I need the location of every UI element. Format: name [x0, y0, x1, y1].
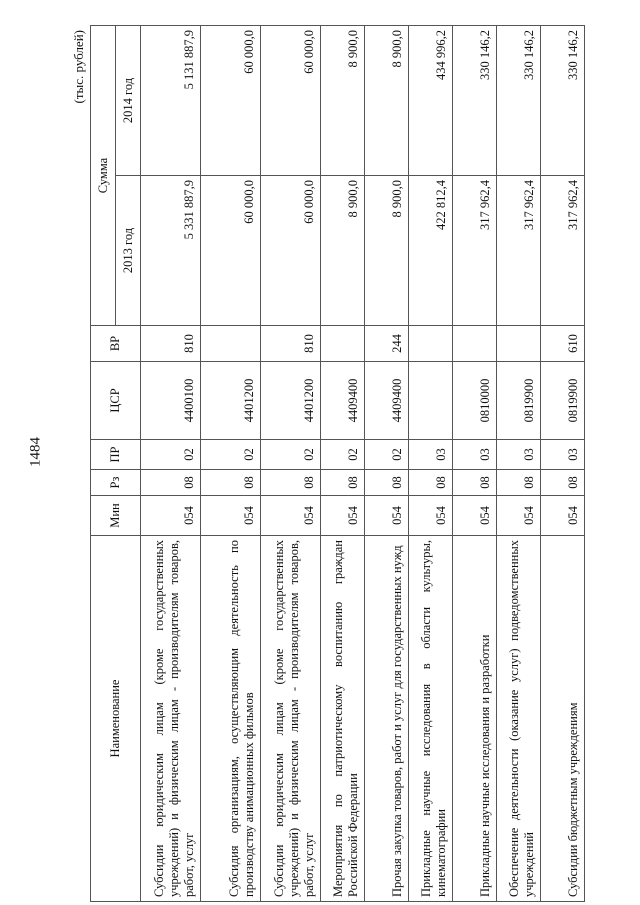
row-rz: 08 [541, 470, 585, 496]
budget-table [90, 25, 585, 902]
row-min: 054 [141, 496, 201, 536]
row-min: 054 [365, 496, 409, 536]
table-body [141, 26, 585, 902]
row-sum-2014: 330 146,2 [497, 26, 541, 176]
row-name: Прочая закупка товаров, работ и услуг для государственных нужд [365, 536, 409, 902]
row-sum-2013: 60 000,0 [201, 176, 261, 326]
row-csr: 4409400 [365, 362, 409, 440]
row-sum-2014: 330 146,2 [453, 26, 497, 176]
row-vr: 810 [261, 326, 321, 362]
row-csr: 4401200 [201, 362, 261, 440]
row-min: 054 [201, 496, 261, 536]
row-sum-2013: 317 962,4 [541, 176, 585, 326]
row-pr: 03 [453, 440, 497, 470]
row-pr: 02 [365, 440, 409, 470]
row-name: Субсидии бюджетным учреждениям [541, 536, 585, 902]
row-min: 054 [321, 496, 365, 536]
header-rz: Рз [91, 470, 141, 496]
row-rz: 08 [453, 470, 497, 496]
table-header [91, 26, 141, 902]
header-vr: ВР [91, 326, 141, 362]
row-sum-2014: 5 131 887,9 [141, 26, 201, 176]
row-csr [409, 362, 453, 440]
row-sum-2013: 8 900,0 [321, 176, 365, 326]
row-sum-2013: 5 331 887,9 [141, 176, 201, 326]
row-rz: 08 [261, 470, 321, 496]
page-number: 1484 [27, 437, 44, 467]
unit-note: (тыс. рублей) [71, 30, 86, 104]
table-row [141, 26, 201, 902]
table-row [541, 26, 585, 902]
row-sum-2013: 8 900,0 [365, 176, 409, 326]
row-sum-2014: 60 000,0 [261, 26, 321, 176]
row-min: 054 [409, 496, 453, 536]
row-name: Субсидии юридическим лицам (кроме государственных учреждений) и физическим лицам - производителям товаров, работ, услуг [141, 536, 201, 902]
row-csr: 0819900 [497, 362, 541, 440]
row-rz: 08 [201, 470, 261, 496]
row-pr: 03 [409, 440, 453, 470]
row-csr: 4401200 [261, 362, 321, 440]
header-csr: ЦСР [91, 362, 141, 440]
row-rz: 08 [409, 470, 453, 496]
row-name: Прикладные научные исследования в области культуры, кинематографии [409, 536, 453, 902]
table-row [261, 26, 321, 902]
table-row [409, 26, 453, 902]
row-sum-2013: 317 962,4 [497, 176, 541, 326]
rotated-content [68, 26, 580, 902]
row-name: Мероприятия по патриотическому воспитанию граждан Российской Федерации [321, 536, 365, 902]
row-vr [453, 326, 497, 362]
row-vr: 244 [365, 326, 409, 362]
row-vr [497, 326, 541, 362]
row-csr: 4400100 [141, 362, 201, 440]
header-min: Мин [91, 496, 141, 536]
row-pr: 02 [201, 440, 261, 470]
row-rz: 08 [497, 470, 541, 496]
row-sum-2013: 60 000,0 [261, 176, 321, 326]
row-vr [409, 326, 453, 362]
row-sum-2014: 60 000,0 [201, 26, 261, 176]
row-sum-2013: 317 962,4 [453, 176, 497, 326]
row-sum-2014: 434 996,2 [409, 26, 453, 176]
row-csr: 4409400 [321, 362, 365, 440]
row-pr: 02 [321, 440, 365, 470]
table-row [497, 26, 541, 902]
row-pr: 02 [261, 440, 321, 470]
row-pr: 02 [141, 440, 201, 470]
row-name: Субсидия организациям, осуществляющим деятельность по производству анимационных фильмов [201, 536, 261, 902]
header-sum: Сумма [91, 26, 116, 326]
row-rz: 08 [141, 470, 201, 496]
row-pr: 03 [541, 440, 585, 470]
table-row [321, 26, 365, 902]
row-name: Субсидии юридическим лицам (кроме государственных учреждений) и физическим лицам - производителям товаров, работ, услуг [261, 536, 321, 902]
row-sum-2013: 422 812,4 [409, 176, 453, 326]
row-rz: 08 [321, 470, 365, 496]
header-name: Наименование [91, 536, 141, 902]
row-min: 054 [497, 496, 541, 536]
row-pr: 03 [497, 440, 541, 470]
row-sum-2014: 8 900,0 [321, 26, 365, 176]
table-row [453, 26, 497, 902]
header-year-2014: 2014 год [116, 26, 141, 176]
row-vr: 610 [541, 326, 585, 362]
row-sum-2014: 330 146,2 [541, 26, 585, 176]
header-pr: ПР [91, 440, 141, 470]
row-min: 054 [453, 496, 497, 536]
row-csr: 0810000 [453, 362, 497, 440]
row-min: 054 [261, 496, 321, 536]
row-rz: 08 [365, 470, 409, 496]
row-vr [321, 326, 365, 362]
row-sum-2014: 8 900,0 [365, 26, 409, 176]
table-row [201, 26, 261, 902]
row-vr: 810 [141, 326, 201, 362]
table-row [365, 26, 409, 902]
row-name: Обеспечение деятельности (оказание услуг) подведомственных учреждений [497, 536, 541, 902]
header-year-2013: 2013 год [116, 176, 141, 326]
row-min: 054 [541, 496, 585, 536]
row-name: Прикладные научные исследования и разработки [453, 536, 497, 902]
row-csr: 0819900 [541, 362, 585, 440]
row-vr [201, 326, 261, 362]
